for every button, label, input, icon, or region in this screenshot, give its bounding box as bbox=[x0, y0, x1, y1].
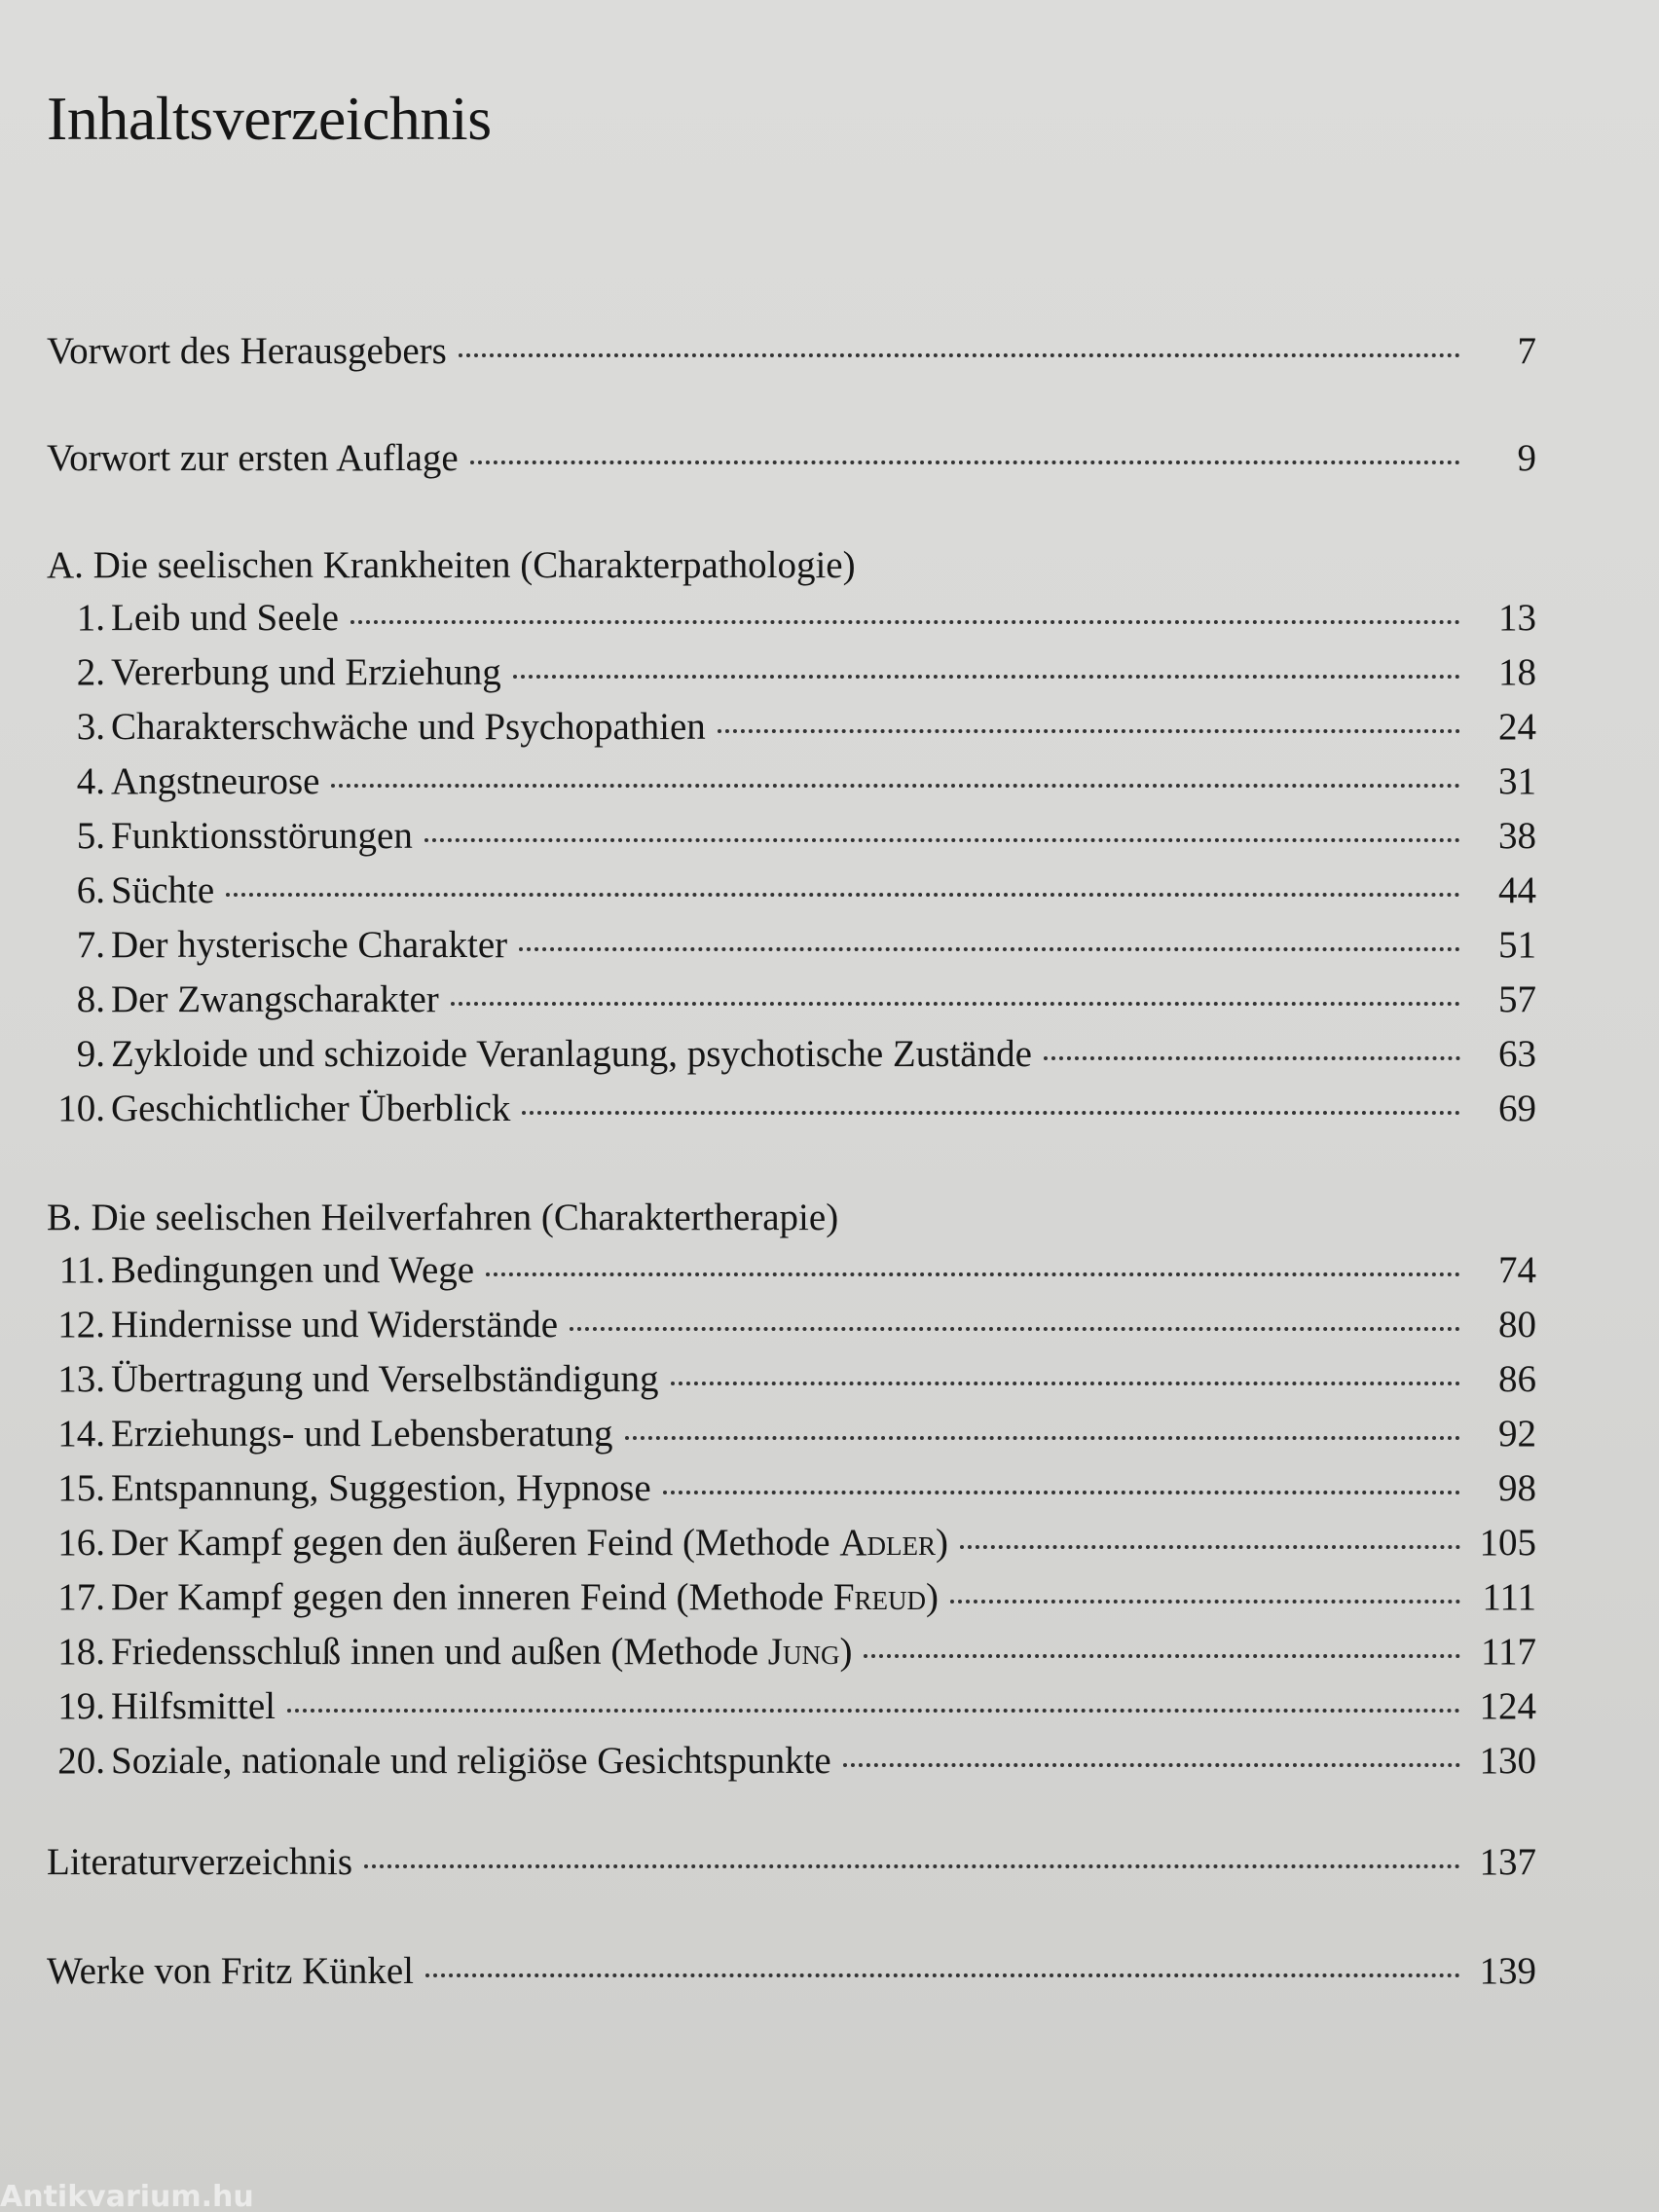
method-author-name: Adler bbox=[839, 1522, 936, 1564]
toc-entry-label: Friedensschluß innen und außen (Methode Jung) bbox=[111, 1631, 853, 1673]
leader-dots bbox=[960, 1545, 1460, 1549]
toc-entry bbox=[47, 1248, 1536, 1299]
leader-dots bbox=[1044, 1056, 1460, 1060]
toc-entry bbox=[47, 1630, 1536, 1680]
toc-entry-number: 19. bbox=[57, 1685, 105, 1727]
toc-entry-number: 12. bbox=[57, 1304, 105, 1346]
toc-entry bbox=[47, 1303, 1536, 1353]
leader-dots bbox=[486, 1272, 1460, 1276]
toc-entry-number: 9. bbox=[76, 1033, 105, 1075]
leader-dots bbox=[331, 784, 1460, 788]
toc-entry-number: 18. bbox=[57, 1631, 105, 1673]
toc-entry-number: 16. bbox=[57, 1522, 105, 1564]
toc-entry-label: Vorwort des Herausgebers bbox=[47, 330, 447, 372]
toc-entry-vorwort-erste-auflage bbox=[47, 436, 1536, 487]
toc-entry bbox=[47, 1739, 1536, 1789]
toc-entry-label: Der Kampf gegen den äußeren Feind (Methode Adler) bbox=[111, 1522, 948, 1564]
toc-entry-number: 11. bbox=[58, 1249, 105, 1291]
toc-entry-label: Funktionsstörungen bbox=[111, 815, 413, 857]
leader-dots bbox=[625, 1436, 1461, 1440]
leader-dots bbox=[522, 1111, 1460, 1115]
toc-entry-literaturverzeichnis bbox=[47, 1840, 1536, 1891]
toc-entry-number: 17. bbox=[57, 1576, 105, 1618]
toc-entry-number: 6. bbox=[76, 869, 105, 911]
leader-dots bbox=[950, 1600, 1460, 1604]
leader-dots bbox=[718, 729, 1460, 733]
toc-entry-page: 9 bbox=[1517, 437, 1536, 479]
leader-dots bbox=[843, 1763, 1460, 1767]
toc-entry bbox=[47, 1032, 1536, 1083]
toc-entry-page: 130 bbox=[1479, 1740, 1536, 1782]
toc-entry-page: 38 bbox=[1498, 815, 1536, 857]
method-author-name: Jung bbox=[767, 1631, 840, 1673]
toc-entry bbox=[47, 1466, 1536, 1517]
leader-dots bbox=[364, 1864, 1460, 1868]
toc-entry bbox=[47, 1412, 1536, 1462]
toc-entry-number: 1. bbox=[76, 597, 105, 639]
toc-entry-label: Übertragung und Verselbständigung bbox=[111, 1358, 659, 1400]
toc-entry bbox=[47, 1575, 1536, 1626]
toc-entry-werke bbox=[47, 1949, 1536, 2000]
toc-entry-page: 98 bbox=[1498, 1467, 1536, 1509]
toc-entry-label: Zykloide und schizoide Veranlagung, psychotische Zustände bbox=[111, 1033, 1032, 1075]
toc-entry bbox=[47, 1357, 1536, 1408]
section-b-heading: B. Die seelischen Heilverfahren (Charaktertherapie) bbox=[47, 1197, 839, 1238]
toc-entry-label: Entspannung, Suggestion, Hypnose bbox=[111, 1467, 651, 1509]
toc-entry-label: Süchte bbox=[111, 869, 215, 911]
leader-dots bbox=[470, 461, 1460, 464]
toc-entry bbox=[47, 977, 1536, 1028]
toc-entry-page: 63 bbox=[1498, 1033, 1536, 1075]
toc-entry-page: 18 bbox=[1498, 651, 1536, 693]
toc-entry-number: 15. bbox=[57, 1467, 105, 1509]
toc-entry bbox=[47, 759, 1536, 810]
toc-entry bbox=[47, 868, 1536, 919]
toc-entry-label: Bedingungen und Wege bbox=[111, 1249, 475, 1291]
leader-dots bbox=[513, 675, 1460, 679]
toc-entry bbox=[47, 923, 1536, 974]
toc-entry-page: 24 bbox=[1498, 706, 1536, 748]
leader-dots bbox=[459, 353, 1460, 357]
toc-entry-page: 13 bbox=[1498, 597, 1536, 639]
toc-entry-page: 31 bbox=[1498, 760, 1536, 802]
toc-entry-page: 69 bbox=[1498, 1088, 1536, 1129]
leader-dots bbox=[226, 893, 1460, 897]
toc-entry-page: 124 bbox=[1479, 1685, 1536, 1727]
leader-dots bbox=[451, 1002, 1460, 1006]
toc-entry-label: Erziehungs- und Lebensberatung bbox=[111, 1413, 613, 1455]
toc-entry-vorwort-herausgeber bbox=[47, 329, 1536, 380]
toc-entry-number: 2. bbox=[76, 651, 105, 693]
page-title: Inhaltsverzeichnis bbox=[47, 84, 492, 153]
toc-entry-page: 137 bbox=[1479, 1841, 1536, 1883]
leader-dots bbox=[424, 838, 1460, 842]
toc-entry bbox=[47, 596, 1536, 646]
toc-entry-label: Hilfsmittel bbox=[111, 1685, 276, 1727]
toc-entry-page: 117 bbox=[1480, 1631, 1536, 1673]
toc-entry-number: 3. bbox=[76, 706, 105, 748]
leader-dots bbox=[864, 1654, 1460, 1658]
toc-entry-label: Vererbung und Erziehung bbox=[111, 651, 501, 693]
toc-entry-label: Der Kampf gegen den inneren Feind (Methode Freud) bbox=[111, 1576, 940, 1618]
leader-dots bbox=[570, 1327, 1460, 1331]
toc-entry-number: 13. bbox=[57, 1358, 105, 1400]
leader-dots bbox=[519, 947, 1460, 951]
toc-entry-label: Vorwort zur ersten Auflage bbox=[47, 437, 459, 479]
toc-entry-page: 139 bbox=[1479, 1950, 1536, 1992]
toc-entry-label: Hindernisse und Widerstände bbox=[111, 1304, 559, 1346]
toc-entry-label: Soziale, nationale und religiöse Gesichtspunkte bbox=[111, 1740, 831, 1782]
toc-entry-page: 92 bbox=[1498, 1413, 1536, 1455]
toc-entry-page: 7 bbox=[1517, 330, 1536, 372]
toc-entry-page: 74 bbox=[1498, 1249, 1536, 1291]
toc-entry-number: 5. bbox=[76, 815, 105, 857]
watermark: Antikvarium.hu bbox=[0, 2183, 254, 2212]
leader-dots bbox=[671, 1382, 1460, 1385]
leader-dots bbox=[425, 1973, 1460, 1977]
toc-entry-number: 10. bbox=[57, 1088, 105, 1129]
leader-dots bbox=[287, 1709, 1460, 1713]
toc-entry bbox=[47, 705, 1536, 756]
toc-entry-number: 8. bbox=[76, 978, 105, 1020]
toc-entry-label: Literaturverzeichnis bbox=[47, 1841, 352, 1883]
leader-dots bbox=[350, 620, 1460, 624]
toc-entry-number: 14. bbox=[57, 1413, 105, 1455]
toc-entry bbox=[47, 814, 1536, 865]
toc-entry-page: 44 bbox=[1498, 869, 1536, 911]
toc-entry bbox=[47, 1087, 1536, 1137]
leader-dots bbox=[663, 1491, 1460, 1494]
toc-entry-number: 20. bbox=[57, 1740, 105, 1782]
toc-entry-label: Der hysterische Charakter bbox=[111, 924, 508, 966]
toc-entry-label: Leib und Seele bbox=[111, 597, 339, 639]
toc-entry-label: Geschichtlicher Überblick bbox=[111, 1088, 511, 1129]
method-author-name: Freud bbox=[832, 1576, 927, 1618]
toc-entry bbox=[47, 1521, 1536, 1571]
toc-entry-page: 57 bbox=[1498, 978, 1536, 1020]
toc-entry-number: 7. bbox=[76, 924, 105, 966]
toc-entry-page: 111 bbox=[1482, 1576, 1536, 1618]
toc-entry-label: Werke von Fritz Künkel bbox=[47, 1950, 415, 1992]
toc-entry-page: 105 bbox=[1479, 1522, 1536, 1564]
toc-entry-label: Der Zwangscharakter bbox=[111, 978, 439, 1020]
toc-entry bbox=[47, 650, 1536, 701]
toc-entry-page: 86 bbox=[1498, 1358, 1536, 1400]
toc-entry-label: Charakterschwäche und Psychopathien bbox=[111, 706, 706, 748]
toc-entry-label: Angstneurose bbox=[111, 760, 320, 802]
toc-entry bbox=[47, 1684, 1536, 1735]
toc-entry-number: 4. bbox=[76, 760, 105, 802]
section-a-heading: A. Die seelischen Krankheiten (Charakterpathologie) bbox=[47, 544, 856, 586]
toc-entry-page: 51 bbox=[1498, 924, 1536, 966]
toc-entry-page: 80 bbox=[1498, 1304, 1536, 1346]
